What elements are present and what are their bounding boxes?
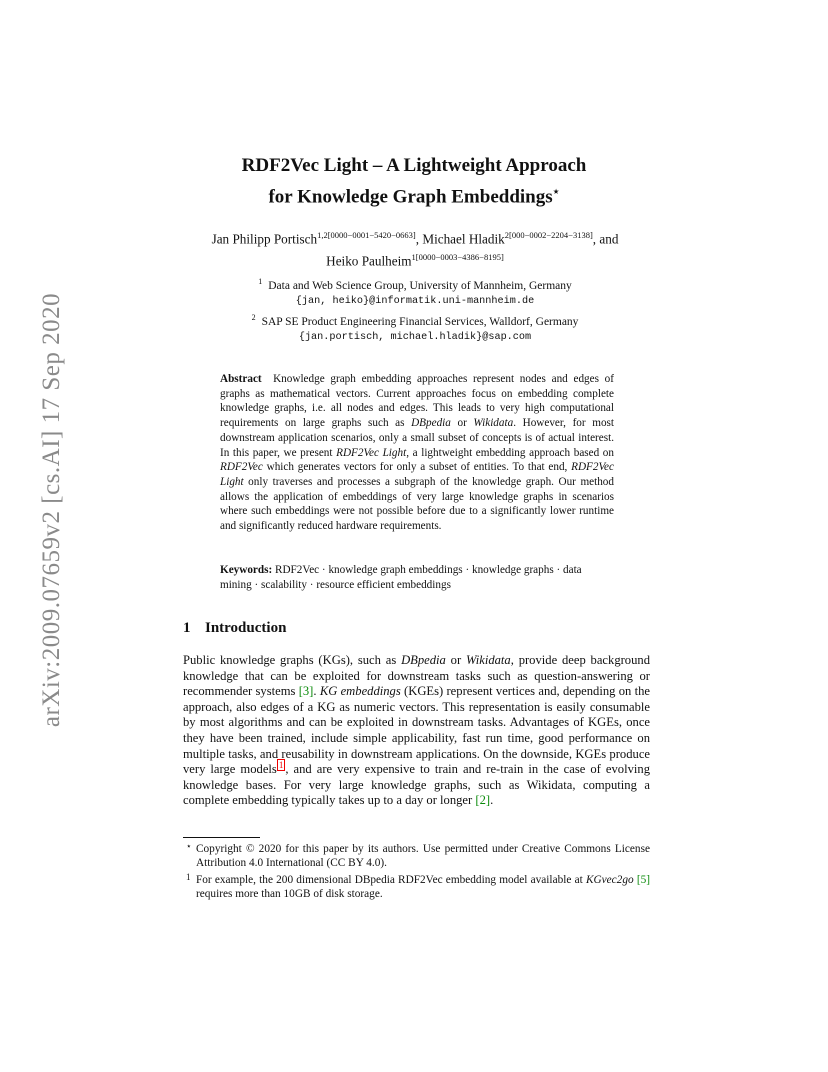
- title-line-2: for Knowledge Graph Embeddings⋆: [268, 186, 560, 208]
- keywords-text: RDF2Vec · knowledge graph embeddings · knowledge graphs · data mining · scalability · resource efficient embeddings: [220, 564, 582, 591]
- arxiv-stamp-text: arXiv:2009.07659v2 [cs.AI] 17 Sep 2020: [38, 292, 65, 728]
- footnote-1: ⋆ Copyright © 2020 for this paper by its authors. Use permitted under Creative Commons License Attribution 4.0 International (CC BY 4.0).: [186, 841, 650, 870]
- introduction-paragraph: Public knowledge graphs (KGs), such as DBpedia or Wikidata, provide deep background knowledge that can be exploited for downstream tasks such as question-answering or recommender systems [3]. KG embeddings (KGEs) represent vertices and, depending on the approach, also edges of a KG as numeric vectors. This representation is easily consumable by most algorithms and can be exploited in downstream tasks. Advantages of KGEs, once they have been trained, include simple applicability, fast run time, good performance on multiple tasks, and reusability in downstream applications. On the downside, KGEs produce very large models $^1$ , and are very expensive to train and re-train in the case of evolving knowledge bases. For very large knowledge graphs, such as Wikidata, computing a complete embedding typically takes up to a day or longer [2].: [183, 653, 650, 808]
- footnote-2: 1 For example, the 200 dimensional DBpedia RDF2Vec embedding model available at KGvec2go [5] requires more than 10GB of disk storage.: [186, 871, 651, 900]
- keywords: [220, 563, 614, 592]
- title-line-1: RDF2Vec Light – A Lightweight Approach: [241, 155, 587, 176]
- footnotes: [183, 842, 650, 903]
- abstract-label: Abstract: [220, 373, 262, 385]
- section-title: Introduction: [205, 620, 287, 636]
- footnote-link[interactable]: 1: [278, 759, 284, 770]
- affiliation-2: $^2$ SAP SE Product Engineering Financial Services, Walldorf, Germany: [251, 312, 579, 328]
- author-2-orcid: 2[000−0002−2204−3138]: [504, 230, 593, 240]
- affiliation-1: $^1$ Data and Web Science Group, University of Mannheim, Germany: [258, 277, 572, 292]
- abstract: Abstract Knowledge graph embedding approaches represent nodes and edges of graphs as mathematical vectors. Current approaches focus on embedding complete knowledge graphs, i.e. all nodes and edges. This leads to very high computational requirements on large graphs such as DBpedia or Wikidata. However, for most downstream application scenarios, only a small subset of concepts is of actual interest. In this paper, we present RDF2Vec Light, a lightweight embedding approach based on RDF2Vec which generates vectors for only a subset of entities. To that end, RDF2Vec Light only traverses and processes a subgraph of the knowledge graph. Our method allows the application of embeddings of very large knowledge graphs in scenarios where such embeddings were not possible before due to a significantly lower runtime and significantly reduced hardware requirements.: [220, 373, 614, 533]
- author-2: Michael Hladik: [422, 231, 505, 247]
- author-3: Heiko Paulheim: [326, 253, 412, 269]
- author-1-orcid: 1,2[0000−0001−5420−0663]: [317, 230, 416, 240]
- citation-link[interactable]: [5]: [636, 873, 651, 886]
- section-number: 1: [183, 620, 191, 636]
- author-3-orcid: 1[0000−0003−4386−8195]: [411, 252, 504, 263]
- author-1: Jan Philipp Portisch: [211, 231, 318, 247]
- affiliation-1-email: {jan, heiko}@informatik.uni-mannheim.de: [295, 295, 535, 307]
- author-list: Jan Philipp Portisch$^{1,2[0000-0001-5420-0663]}$, Michael Hladik$^{2[000-0002-2204-3138]}$, and Heiko Paulheim$^{1[0000-0003-4386-8195]}$: [211, 230, 619, 269]
- affiliation-2-email: {jan.portisch, michael.hladik}@sap.com: [298, 331, 532, 343]
- paper-title: [0, 153, 828, 210]
- citation-link[interactable]: [3]: [298, 684, 314, 699]
- title-footnote-mark: ⋆: [552, 186, 560, 198]
- citation-link[interactable]: [2]: [475, 793, 491, 808]
- footnote-rule: [183, 837, 260, 838]
- section-heading: [183, 620, 286, 637]
- keywords-label: Keywords:: [220, 564, 273, 576]
- affiliations: [160, 274, 670, 346]
